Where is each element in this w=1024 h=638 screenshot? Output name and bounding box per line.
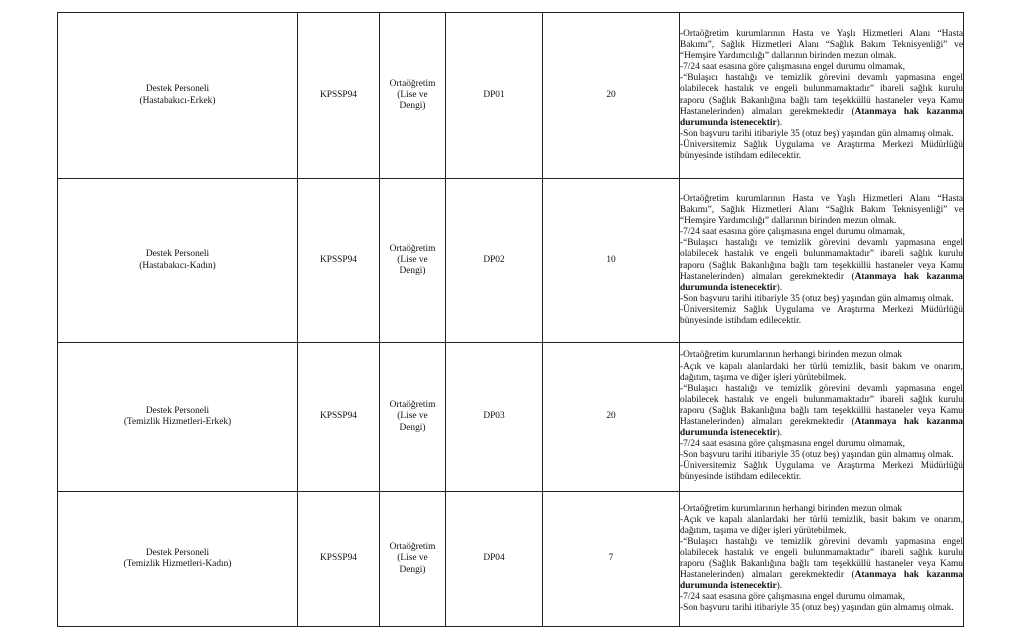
- position-count: 7: [543, 492, 680, 627]
- requirement-text: ).: [776, 428, 783, 439]
- requirement-item: -Ortaöğretim kurumlarının herhangi birinden mezun olmak: [680, 350, 903, 361]
- kpss-cell: KPSSP94: [298, 179, 380, 343]
- education-line: Ortaöğretim: [389, 400, 436, 411]
- requirement-item: -Son başvuru tarihi itibariyle 35 (otuz beş) yaşından gün almamış olmak.: [680, 450, 954, 461]
- requirement-item: -7/24 saat esasına göre çalışmasına engel durumu olmamak,: [680, 592, 905, 603]
- education-line: Dengi): [399, 101, 426, 112]
- table-row: [58, 13, 964, 179]
- requirement-item: -Ortaöğretim kurumlarının herhangi birinden mezun olmak: [680, 503, 903, 514]
- requirement-item: -Son başvuru tarihi itibariyle 35 (otuz beş) yaşından gün almamış olmak.: [680, 128, 954, 139]
- education-line: (Lise ve: [397, 553, 428, 564]
- requirement-item: -Ortaöğretim kurumlarının Hasta ve Yaşlı Hizmetleri Alanı “Hasta Bakımı”, Sağlık Hizmetleri Alanı “Sağlık Bakım Teknisyenliği” ve “Hemşire Yardımcılığı” dallarının birinden mezun olmak.: [680, 193, 963, 227]
- requirement-bold: Atanmaya hak kazanma durumunda istenecektir: [680, 271, 963, 293]
- requirements-cell: [680, 492, 964, 627]
- position-title: Destek Personeli: [145, 405, 210, 416]
- education-cell: [380, 13, 446, 179]
- requirement-text: -“Bulaşıcı hastalığı ve temizlik görevini devamlı yapmasına engel olabilecek hastalık ve engeli bulunmamaktadır” ibareli sağlık kurulu raporu (Sağlık Bakanlığına bağlı tam teşekküllü hastaneler veya Kamu Hastanelerinden) almaları gerekmektedir (: [680, 383, 963, 427]
- education-line: Ortaöğretim: [389, 78, 436, 89]
- requirement-item: -7/24 saat esasına göre çalışmasına engel durumu olmamak,: [680, 227, 905, 238]
- requirement-text: ).: [776, 282, 783, 293]
- position-subtitle: (Hastabakıcı-Erkek): [139, 95, 216, 106]
- education-cell: [380, 492, 446, 627]
- position-subtitle: (Temizlik Hizmetleri-Erkek): [123, 417, 232, 427]
- requirement-text: -“Bulaşıcı hastalığı ve temizlik görevini devamlı yapmasına engel olabilecek hastalık ve engeli bulunmamaktadır” ibareli sağlık kurulu raporu (Sağlık Bakanlığına bağlı tam teşekküllü hastaneler veya Kamu Hastanelerinden) almaları gerekmektedir (: [680, 73, 963, 117]
- kpss-cell: KPSSP94: [298, 343, 380, 492]
- requirement-item: [680, 537, 963, 592]
- requirement-item: [680, 384, 963, 439]
- requirement-item: -Son başvuru tarihi itibariyle 35 (otuz beş) yaşından gün almamış olmak.: [680, 293, 954, 304]
- requirement-text: ).: [776, 117, 783, 128]
- requirement-item: -Açık ve kapalı alanlardaki her türlü temizlik, basit bakım ve onarım, dağıtım, taşıma ve diğer işleri yürütebilmek.: [680, 514, 963, 536]
- education-line: (Lise ve: [397, 89, 428, 100]
- requirement-item: -7/24 saat esasına göre çalışmasına engel durumu olmamak,: [680, 439, 905, 450]
- position-code: DP04: [446, 492, 543, 627]
- kpss-cell: KPSSP94: [298, 13, 380, 179]
- position-title: Destek Personeli: [145, 84, 210, 95]
- education-cell: [380, 179, 446, 343]
- requirement-text: ).: [776, 581, 783, 592]
- position-cell: [58, 492, 298, 627]
- position-code: DP03: [446, 343, 543, 492]
- requirement-item: -7/24 saat esasına göre çalışmasına engel durumu olmamak,: [680, 62, 905, 73]
- position-code: DP02: [446, 179, 543, 343]
- requirement-item: -Ortaöğretim kurumlarının Hasta ve Yaşlı Hizmetleri Alanı “Hasta Bakımı”, Sağlık Hizmetleri Alanı “Sağlık Bakım Teknisyenliği” ve “Hemşire Yardımcılığı” dallarının birinden mezun olmak.: [680, 28, 963, 62]
- education-cell: [380, 343, 446, 492]
- education-line: (Lise ve: [397, 411, 428, 422]
- requirement-item: [680, 73, 963, 128]
- table-row: [58, 492, 964, 627]
- position-title: Destek Personeli: [145, 249, 210, 260]
- education-line: (Lise ve: [397, 254, 428, 265]
- position-cell: [58, 13, 298, 179]
- table-row: [58, 179, 964, 343]
- requirement-text: -“Bulaşıcı hastalığı ve temizlik görevini devamlı yapmasına engel olabilecek hastalık ve engeli bulunmamaktadır” ibareli sağlık kurulu raporu (Sağlık Bakanlığına bağlı tam teşekküllü hastaneler veya Kamu Hastanelerinden) almaları gerekmektedir (: [680, 238, 963, 282]
- education-line: Ortaöğretim: [389, 542, 436, 553]
- position-subtitle: (Temizlik Hizmetleri-Kadın): [123, 559, 232, 569]
- requirement-item: -Üniversitemiz Sağlık Uygulama ve Araştırma Merkezi Müdürlüğü bünyesinde istihdam edilecektir.: [680, 461, 963, 483]
- position-code: DP01: [446, 13, 543, 179]
- education-line: Ortaöğretim: [389, 243, 436, 254]
- positions-table: [57, 12, 964, 627]
- education-line: Dengi): [399, 266, 426, 277]
- education-line: Dengi): [399, 422, 426, 433]
- position-title: Destek Personeli: [145, 547, 210, 558]
- requirements-cell: [680, 179, 964, 343]
- requirement-item: -Açık ve kapalı alanlardaki her türlü temizlik, basit bakım ve onarım, dağıtım, taşıma ve diğer işleri yürütebilmek.: [680, 361, 963, 383]
- position-count: 20: [543, 13, 680, 179]
- table-row: [58, 343, 964, 492]
- requirement-item: [680, 238, 963, 293]
- position-count: 10: [543, 179, 680, 343]
- education-line: Dengi): [399, 564, 426, 575]
- requirement-item: -Üniversitemiz Sağlık Uygulama ve Araştırma Merkezi Müdürlüğü bünyesinde istihdam edilecektir.: [680, 139, 963, 161]
- requirement-bold: Atanmaya hak kazanma durumunda istenecektir: [680, 570, 963, 592]
- requirement-item: -Üniversitemiz Sağlık Uygulama ve Araştırma Merkezi Müdürlüğü bünyesinde istihdam edilecektir.: [680, 304, 963, 326]
- position-subtitle: (Hastabakıcı-Kadın): [139, 260, 216, 271]
- requirement-item: -Son başvuru tarihi itibariyle 35 (otuz beş) yaşından gün almamış olmak.: [680, 603, 954, 614]
- requirements-cell: [680, 343, 964, 492]
- requirement-text: -“Bulaşıcı hastalığı ve temizlik görevini devamlı yapmasına engel olabilecek hastalık ve engeli bulunmamaktadır” ibareli sağlık kurulu raporu (Sağlık Bakanlığına bağlı tam teşekküllü hastaneler veya Kamu Hastanelerinden) almaları gerekmektedir (: [680, 536, 963, 581]
- position-cell: [58, 179, 298, 343]
- position-cell: [58, 343, 298, 492]
- requirements-cell: [680, 13, 964, 179]
- requirement-bold: Atanmaya hak kazanma durumunda istenecektir: [680, 417, 963, 439]
- kpss-cell: KPSSP94: [298, 492, 380, 627]
- position-count: 20: [543, 343, 680, 492]
- requirement-bold: Atanmaya hak kazanma durumunda istenecektir: [680, 106, 963, 128]
